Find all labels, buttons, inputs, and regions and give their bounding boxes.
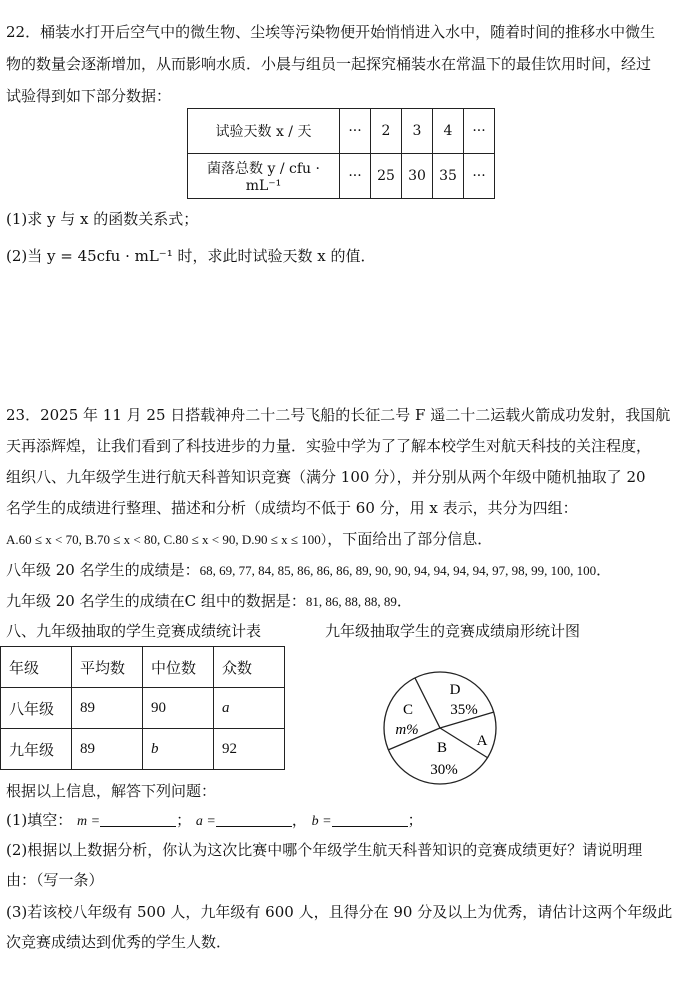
stats-table-title: 八、九年级抽取的学生竞赛成绩统计表 <box>6 622 262 640</box>
pie-label-c: C <box>402 702 414 718</box>
table-row <box>188 154 495 199</box>
pie-value-c: m% <box>395 722 419 738</box>
q23-subquestion-3-line-2: 次竞赛成绩达到优秀的学生人数． <box>6 933 232 951</box>
pie-label-b: B <box>436 740 448 756</box>
grade9-scores: 81, 86, 88, 88, 89 <box>305 594 397 609</box>
table-cell: b <box>143 729 214 770</box>
table-row <box>1 729 285 770</box>
table-header-cell: 众数 <box>214 647 285 688</box>
grade8-scores: 68, 69, 77, 84, 85, 86, 86, 86, 89, 90, 90, 94, 94, 94, 94, 97, 98, 99, 100, 100 <box>199 563 597 578</box>
q23-fill-line <box>6 810 423 832</box>
pie-value-d: 35% <box>450 702 478 718</box>
table-header-cell: 中位数 <box>143 647 214 688</box>
fill-a-blank[interactable] <box>216 810 292 827</box>
table-cell: ··· <box>464 154 495 199</box>
q23-subquestion-3-line-1: (3)若该校八年级有 500 人，九年级有 600 人，且得分在 90 分及以上为优秀，请估计这两个年级此 <box>6 903 673 921</box>
table-cell: 92 <box>214 729 285 770</box>
fill-sep-2: ， <box>291 811 307 829</box>
table-cell: 25 <box>371 154 402 199</box>
table-cell: 试验天数 x / 天 <box>188 109 340 154</box>
table-cell: 35 <box>433 154 464 199</box>
grade8-prefix: 八年级 20 名学生的成绩是： <box>6 561 200 579</box>
table-row <box>1 647 285 688</box>
table-row <box>1 688 285 729</box>
table-cell: 89 <box>72 729 143 770</box>
fill-a-label: a = <box>195 814 216 829</box>
fill-m-label: m = <box>77 814 101 829</box>
fill-b-blank[interactable] <box>332 810 408 827</box>
pie-chart-title: 九年级抽取学生的竞赛成绩扇形统计图 <box>325 622 581 640</box>
pie-chart <box>380 668 500 788</box>
q23-paragraph-line-3: 组织八、九年级学生进行航天科普知识竞赛（满分 100 分），并分别从两个年级中随机抽取了 20 <box>6 468 646 486</box>
table-cell: 89 <box>72 688 143 729</box>
q23-subquestion-2-line-1: (2)根据以上数据分析，你认为这次比赛中哪个年级学生航天科普知识的竞赛成绩更好？请说明理 <box>6 841 643 859</box>
fill-sep-1: ； <box>176 811 192 829</box>
table-cell: 2 <box>371 109 402 154</box>
pie-label-d: D <box>449 682 461 698</box>
q22-subquestion-2: (2)当 y = 45cfu · mL⁻¹ 时，求此时试验天数 x 的值． <box>6 247 376 265</box>
table-cell: a <box>214 688 285 729</box>
q22-paragraph-line-3: 试验得到如下部分数据： <box>6 87 172 105</box>
q23-groups-line <box>6 529 492 550</box>
q22-subquestion-1: (1)求 y 与 x 的函数关系式； <box>6 210 199 228</box>
pie-divider-cd <box>415 678 440 728</box>
table-row <box>188 109 495 154</box>
grade9-end: ． <box>396 592 412 610</box>
table-cell: 4 <box>433 109 464 154</box>
pie-label-a: A <box>476 733 488 749</box>
q23-intro: 根据以上信息，解答下列问题： <box>6 782 217 800</box>
q23-paragraph-line-1: 23．2025 年 11 月 25 日搭载神舟二十二号飞船的长征二号 F 遥二十二运载火箭成功发射，我国航 <box>6 406 671 424</box>
grade8-scores-line <box>6 560 611 581</box>
table-cell: 90 <box>143 688 214 729</box>
groups-tail: ，下面给出了部分信息． <box>327 530 493 548</box>
fill-m-blank[interactable] <box>100 810 176 827</box>
table-cell: ··· <box>340 109 371 154</box>
table-cell: 九年级 <box>1 729 72 770</box>
table-cell: 3 <box>402 109 433 154</box>
table-cell: 30 <box>402 154 433 199</box>
groups-formula: A.60 ≤ x < 70, B.70 ≤ x < 80, C.80 ≤ x < 90, D.90 ≤ x ≤ 100） <box>6 532 328 547</box>
table-header-cell: 年级 <box>1 647 72 688</box>
grade8-end: ． <box>596 561 612 579</box>
table-cell: 八年级 <box>1 688 72 729</box>
q22-paragraph-line-2: 物的数量会逐渐增加，从而影响水质．小晨与组员一起探究桶装水在常温下的最佳饮用时间，经过 <box>6 55 652 73</box>
pie-value-b: 30% <box>430 762 458 778</box>
table-header-cell: 平均数 <box>72 647 143 688</box>
q23-subquestion-2-line-2: 由：（写一条） <box>6 871 104 889</box>
table-cell: ··· <box>340 154 371 199</box>
grade9-prefix: 九年级 20 名学生的成绩在C 组中的数据是： <box>6 592 306 610</box>
q22-paragraph-line-1: 22．桶装水打开后空气中的微生物、尘埃等污染物便开始悄悄进入水中，随着时间的推移水中微生 <box>6 23 656 41</box>
fill-b-label: b = <box>311 814 332 829</box>
q22-data-table <box>187 108 495 199</box>
grade9-scores-line <box>6 591 412 612</box>
table-cell: ··· <box>464 109 495 154</box>
fill-prefix: (1)填空： <box>6 811 73 829</box>
fill-sep-3: ； <box>407 811 423 829</box>
q23-paragraph-line-2: 天再添辉煌，让我们看到了科技进步的力量．实验中学为了了解本校学生对航天科技的关注程度， <box>6 437 652 455</box>
table-cell: 菌落总数 y / cfu · mL⁻¹ <box>188 154 340 199</box>
q23-paragraph-line-4: 名学生的成绩进行整理、描述和分析（成绩均不低于 60 分，用 x 表示，共分为四组： <box>6 499 578 517</box>
stats-table <box>0 646 285 770</box>
